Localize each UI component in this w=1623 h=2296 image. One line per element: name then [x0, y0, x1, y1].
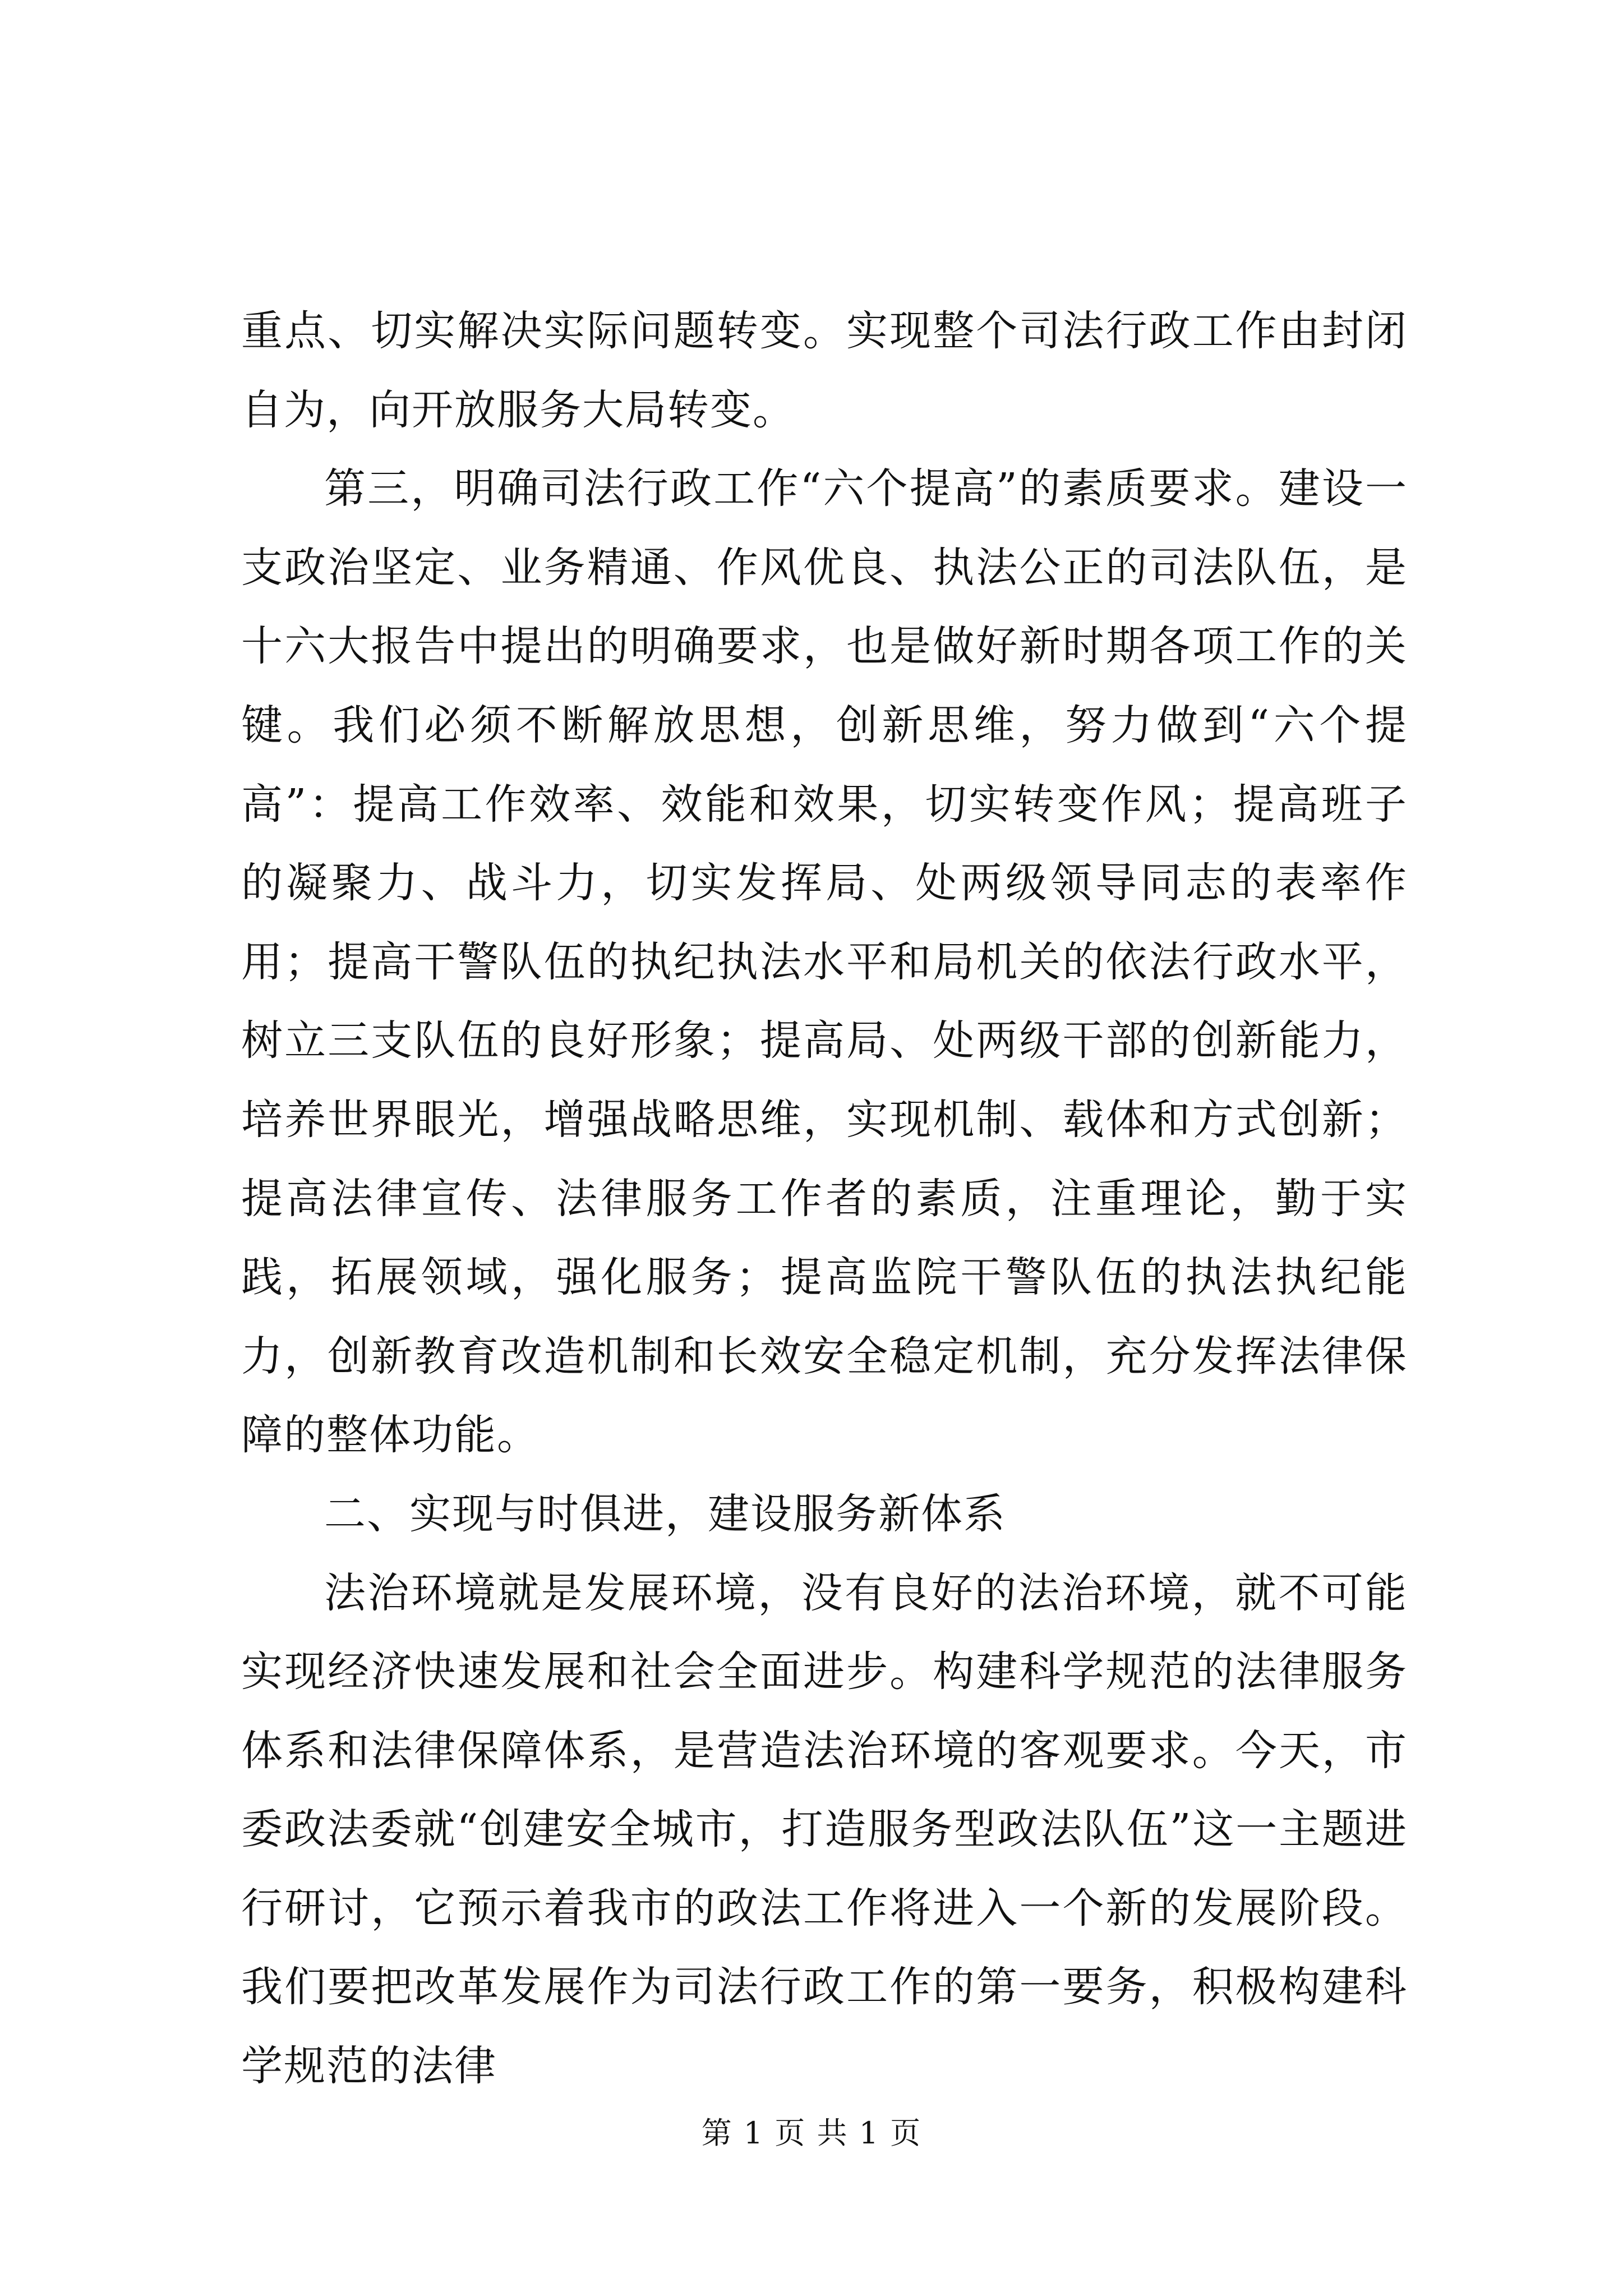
paragraph-third-point: 第三，明确司法行政工作“六个提高”的素质要求。建设一支政治坚定、业务精通、作风优良、执法公正的司法队伍，是十六大报告中提出的明确要求，也是做好新时期各项工作的关键。我们必须不断解放思想，创新思维，努力做到“六个提高”：提高工作效率、效能和效果，切实转变作风；提高班子的凝聚力、战斗力，切实发挥局、处两级领导同志的表率作用；提高干警队伍的执纪执法水平和局机关的依法行政水平，树立三支队伍的良好形象；提高局、处两级干部的创新能力，培养世界眼光，增强战略思维，实现机制、载体和方式创新；提高法律宣传、法律服务工作者的素质，注重理论，勤于实践，拓展领域，强化服务；提高监院干警队伍的执法执纪能力，创新教育改造机制和长效安全稳定机制，充分发挥法律保障的整体功能。: [241, 464, 1408, 1460]
paragraph-rule-of-law: 法治环境就是发展环境，没有良好的法治环境，就不可能实现经济快速发展和社会全面进步。构建科学规范的法律服务体系和法律保障体系，是营造法治环境的客观要求。今天，市委政法委就“创建安全城市，打造服务型政法队伍”这一主题进行研讨，它预示着我市的政法工作将进入一个新的发展阶段。我们要把改革发展作为司法行政工作的第一要务，积极构建科学规范的法律: [241, 1568, 1408, 2091]
body-text: [241, 292, 1408, 2106]
paragraph-continuation: 重点、切实解决实际问题转变。实现整个司法行政工作由封闭自为，向开放服务大局转变。: [241, 307, 1408, 434]
section-heading: 二、实现与时俱进，建设服务新体系: [324, 1489, 1006, 1538]
page-number-footer: 第 1 页 共 1 页: [701, 2115, 922, 2151]
